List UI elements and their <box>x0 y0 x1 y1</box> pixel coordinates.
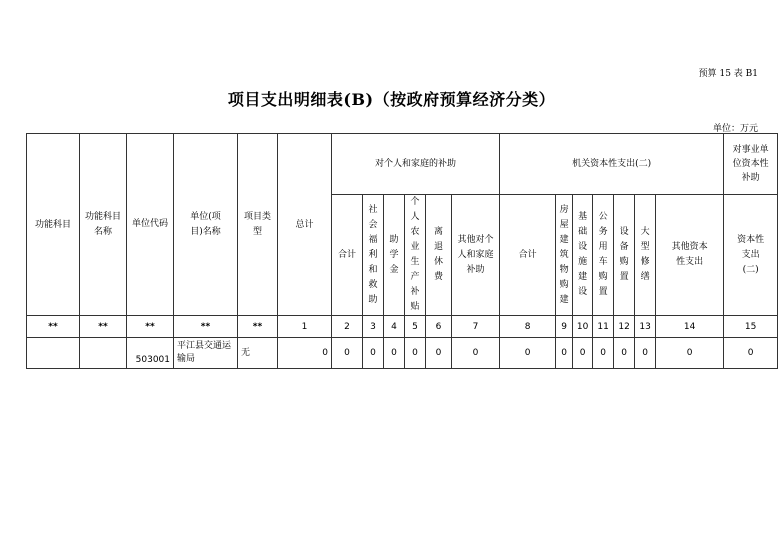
index-cell: 8 <box>500 316 556 338</box>
col-p-farm: 个人农业生产补贴 <box>405 195 426 316</box>
index-cell: 15 <box>724 316 778 338</box>
index-cell: 12 <box>614 316 635 338</box>
col-c-repair: 大型修缮 <box>635 195 656 316</box>
index-cell: ** <box>174 316 238 338</box>
index-cell: 13 <box>635 316 656 338</box>
index-cell: 7 <box>452 316 500 338</box>
col-p-retire: 离退休费 <box>426 195 452 316</box>
col-unit-code: 单位代码 <box>127 134 174 316</box>
cell-value: 0 <box>573 338 593 369</box>
cell-func-code <box>27 338 80 369</box>
index-cell: 5 <box>405 316 426 338</box>
col-c-equip: 设备购置 <box>614 195 635 316</box>
index-cell: 14 <box>656 316 724 338</box>
cell-value: 0 <box>363 338 384 369</box>
cell-value: 0 <box>614 338 635 369</box>
cell-value: 0 <box>332 338 363 369</box>
cell-value: 0 <box>384 338 405 369</box>
index-cell: ** <box>238 316 278 338</box>
cell-unit-name: 平江县交通运输局 <box>174 338 238 369</box>
cell-value: 0 <box>556 338 573 369</box>
group-enterprise: 对事业单位资本性补助 <box>724 134 778 195</box>
cell-value: 0 <box>724 338 778 369</box>
cell-value: 0 <box>452 338 500 369</box>
group-capital: 机关资本性支出(二) <box>500 134 724 195</box>
col-func-code: 功能科目 <box>27 134 80 316</box>
col-func-name: 功能科目名称 <box>80 134 127 316</box>
col-c-car: 公务用车购置 <box>593 195 614 316</box>
cell-value: 0 <box>500 338 556 369</box>
col-p-other: 其他对个人和家庭补助 <box>452 195 500 316</box>
cell-total: 0 <box>278 338 332 369</box>
col-c-other: 其他资本性支出 <box>656 195 724 316</box>
col-p-welfare: 社会福利和救助 <box>363 195 384 316</box>
index-cell: ** <box>27 316 80 338</box>
cell-value: 0 <box>426 338 452 369</box>
col-unit-name: 单位(项目)名称 <box>174 134 238 316</box>
index-cell: ** <box>80 316 127 338</box>
cell-value: 0 <box>593 338 614 369</box>
header-row-1 <box>27 134 778 195</box>
col-p-total: 合计 <box>332 195 363 316</box>
budget-table <box>26 133 778 369</box>
table-code: 预算 15 表 B1 <box>698 69 758 79</box>
cell-func-name <box>80 338 127 369</box>
index-cell: 4 <box>384 316 405 338</box>
index-cell: 1 <box>278 316 332 338</box>
col-total: 总计 <box>278 134 332 316</box>
unit-label: 单位：万元 <box>712 124 758 134</box>
col-c-house: 房屋建筑物购建 <box>556 195 573 316</box>
index-row <box>27 316 778 338</box>
cell-value: 0 <box>635 338 656 369</box>
cell-unit-code: 503001 <box>127 338 174 369</box>
cell-proj-type: 无 <box>238 338 278 369</box>
cell-value: 0 <box>405 338 426 369</box>
index-cell: 11 <box>593 316 614 338</box>
index-cell: 9 <box>556 316 573 338</box>
col-proj-type: 项目类型 <box>238 134 278 316</box>
index-cell: 6 <box>426 316 452 338</box>
col-e-cap: 资本性支出(二) <box>724 195 778 316</box>
index-cell: ** <box>127 316 174 338</box>
col-c-infra: 基础设施建设 <box>573 195 593 316</box>
cell-value: 0 <box>656 338 724 369</box>
index-cell: 2 <box>332 316 363 338</box>
group-personal: 对个人和家庭的补助 <box>332 134 500 195</box>
index-cell: 10 <box>573 316 593 338</box>
col-p-stipend: 助学金 <box>384 195 405 316</box>
index-cell: 3 <box>363 316 384 338</box>
table-row <box>27 338 778 369</box>
page-title: 项目支出明细表(B)（按政府预算经济分类） <box>227 90 556 109</box>
col-c-total: 合计 <box>500 195 556 316</box>
